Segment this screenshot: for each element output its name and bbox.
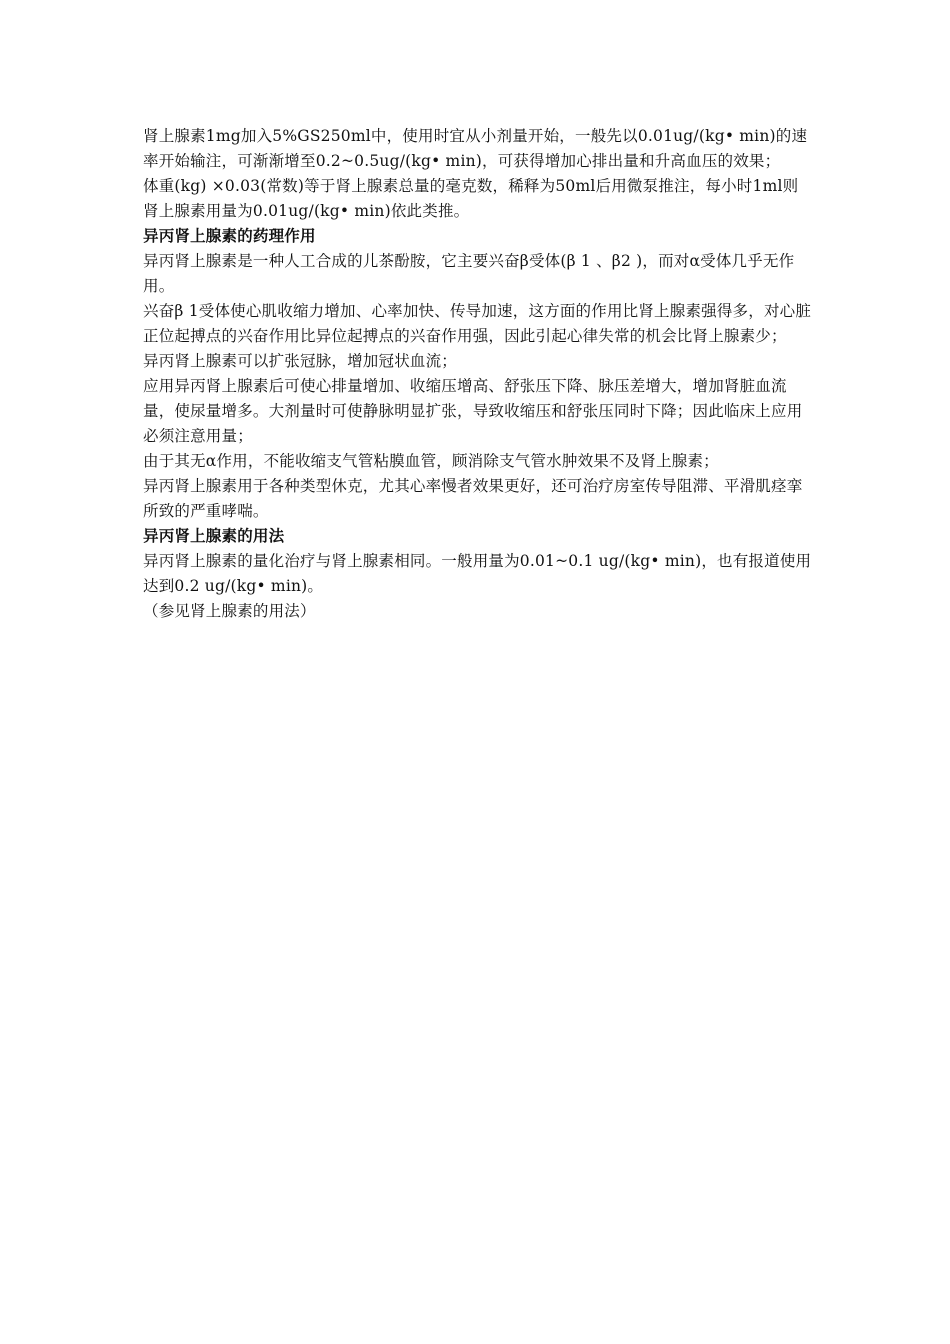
- heading-isoprenaline-usage: 异丙肾上腺素的用法: [143, 527, 285, 545]
- heading-isoprenaline-pharmacology: 异丙肾上腺素的药理作用: [143, 227, 316, 245]
- paragraph-weight-dosage: 体重(kg) ×0.03(常数)等于肾上腺素总量的毫克数，稀释为50ml后用微泵推注，每小时1ml则肾上腺素用量为0.01ug/(kg• min)依此类推。: [143, 177, 799, 220]
- paragraph-hemodynamic-effects: 应用异丙肾上腺素后可使心排量增加、收缩压增高、舒张压下降、脉压差增大，增加肾脏血流量，使尿量增多。大剂量时可使静脉明显扩张，导致收缩压和舒张压同时下降；因此临床上应用必须注意用量；: [143, 377, 803, 445]
- paragraph-no-alpha-effect: 由于其无α作用，不能收缩支气管粘膜血管，顾消除支气管水肿效果不及肾上腺素；: [143, 452, 719, 470]
- paragraph-usage-dose: 异丙肾上腺素的量化治疗与肾上腺素相同。一般用量为0.01~0.1 ug/(kg• min)，也有报道使用达到0.2 ug/(kg• min)。: [143, 552, 812, 595]
- paragraph-beta1-effects: 兴奋β 1受体使心肌收缩力增加、心率加快、传导加速，这方面的作用比肾上腺素强得多，对心脏正位起搏点的兴奋作用比异位起搏点的兴奋作用强，因此引起心律失常的机会比肾上腺素少；: [143, 302, 812, 345]
- paragraph-isoprenaline-definition: 异丙肾上腺素是一种人工合成的儿茶酚胺，它主要兴奋β受体(β 1 、β2 )，而对α受体几乎无作用。: [143, 252, 795, 295]
- paragraph-coronary-dilation: 异丙肾上腺素可以扩张冠脉，增加冠状血流；: [143, 352, 458, 370]
- document-body: [143, 124, 813, 624]
- paragraph-see-reference: （参见肾上腺素的用法）: [143, 602, 316, 620]
- paragraph-indications: 异丙肾上腺素用于各种类型休克，尤其心率慢者效果更好，还可治疗房室传导阻滞、平滑肌痉挛所致的严重哮喘。: [143, 477, 803, 520]
- paragraph-epinephrine-dilution: 肾上腺素1mg加入5%GS250ml中，使用时宜从小剂量开始，一般先以0.01ug/(kg• min)的速率开始输注，可渐渐增至0.2~0.5ug/(kg• min)，可获得增加心排出量和升高血压的效果；: [143, 127, 808, 170]
